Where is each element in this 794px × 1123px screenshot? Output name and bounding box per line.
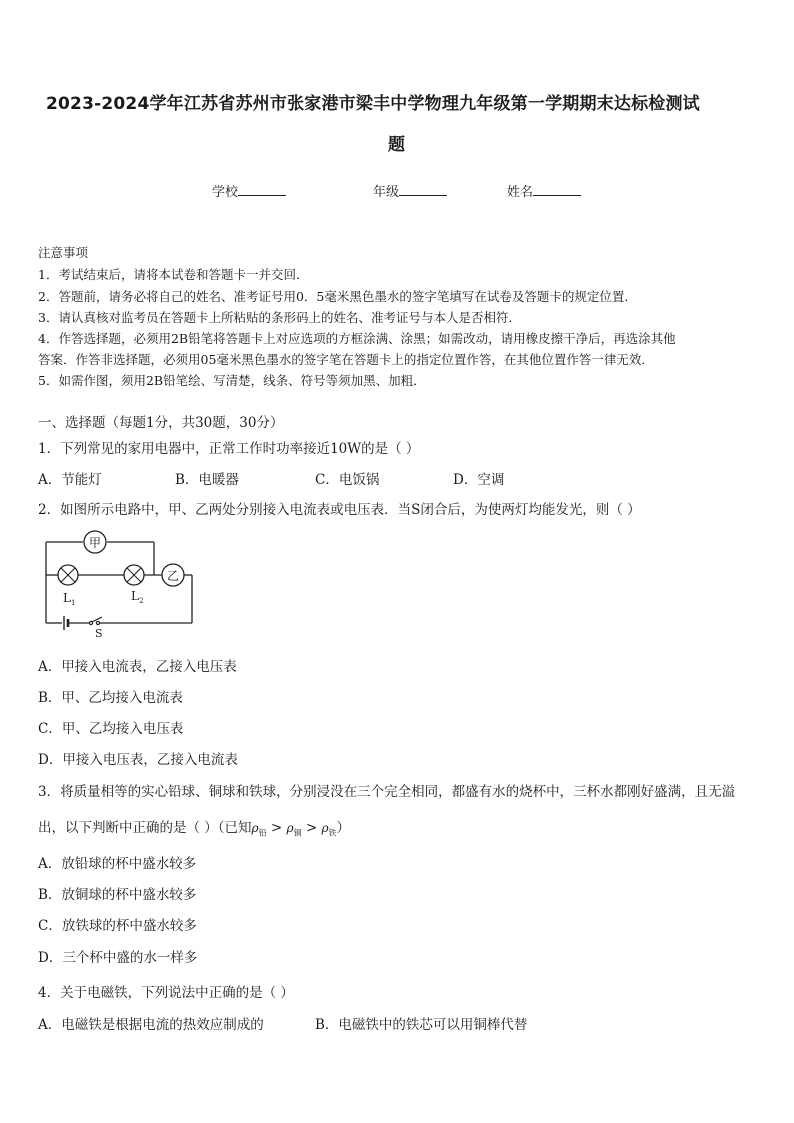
q1-option-a: A．节能灯	[38, 472, 102, 488]
lamp-l2	[124, 565, 144, 585]
gt-sign: >	[270, 820, 283, 836]
name-label: 姓名	[507, 185, 534, 200]
grade-blank	[399, 183, 447, 196]
gt-sign: >	[305, 820, 318, 836]
q2-option-b: B．甲、乙均接入电流表	[38, 690, 183, 706]
question-1-stem: 1．下列常见的家用电器中，正常工作时功率接近10W的是（ ）	[38, 441, 420, 457]
q2-option-c: C．甲、乙均接入电压表	[38, 721, 184, 737]
q2-option-d: D．甲接入电压表，乙接入电流表	[38, 752, 238, 768]
notice-heading: 注意事项	[38, 245, 89, 260]
lamp-l1	[58, 565, 78, 585]
notice-item: 答案．作答非选择题，必须用05毫米黑色墨水的签字笔在答题卡上的指定位置作答，在其他位置作答一律无效．	[38, 352, 654, 367]
meter-jia-label: 甲	[88, 536, 102, 550]
q3-stem-text: 出，以下判断中正确的是（ ）（已知	[38, 820, 252, 836]
q3-option-c: C．放铁球的杯中盛水较多	[38, 918, 197, 934]
school-label: 学校	[212, 185, 239, 200]
question-3-stem-line1: 3．将质量相等的实心铅球、铜球和铁球，分别浸没在三个完全相同，都盛有水的烧杯中，三杯水都刚好盛满，且无溢	[38, 784, 736, 800]
notice-item: 2．答题前，请务必将自己的姓名、准考证号用0．5毫米黑色墨水的签字笔填写在试卷及答题卡的规定位置．	[38, 289, 637, 304]
meter-yi	[162, 564, 184, 586]
q3-option-b: B．放铜球的杯中盛水较多	[38, 887, 197, 903]
label-s: S	[95, 627, 103, 640]
grade-field	[373, 181, 447, 200]
q1-option-b: B．电暖器	[175, 472, 239, 488]
notice-item: 1．考试结束后，请将本试卷和答题卡一并交回．	[38, 267, 309, 282]
circuit-diagram	[36, 528, 206, 640]
notice-item: 4．作答选择题，必须用2B铅笔将答题卡上对应选项的方框涂满、涂黑；如需改动，请用橡皮擦干净后，再选涂其他	[38, 331, 676, 346]
q1-option-d: D．空调	[453, 472, 505, 488]
question-2-stem: 2．如图所示电路中，甲、乙两处分别接入电流表或电压表．当S闭合后，为使两灯均能发光，则（ ）	[38, 502, 641, 518]
label-l2: $L_2$	[131, 589, 144, 605]
label-l1: $L_1$	[63, 591, 76, 607]
name-blank	[533, 183, 581, 196]
rho-lead: $\rho_铅$	[251, 821, 267, 838]
exam-title-line2: 题	[388, 135, 406, 155]
exam-title-line1: 2023-2024学年江苏省苏州市张家港市梁丰中学物理九年级第一学期期末达标检测试	[46, 94, 700, 114]
section-heading: 一、选择题（每题1分，共30题，30分）	[38, 415, 284, 431]
close-paren: ）	[336, 820, 351, 836]
q3-option-d: D．三个杯中盛的水一样多	[38, 950, 198, 966]
meter-jia	[84, 531, 106, 553]
q4-option-b: B．电磁铁中的铁芯可以用铜棒代替	[315, 1017, 528, 1033]
school-blank	[238, 183, 286, 196]
question-4-stem: 4．关于电磁铁，下列说法中正确的是（ ）	[38, 985, 294, 1001]
notice-item: 3．请认真核对监考员在答题卡上所粘贴的条形码上的姓名、准考证号与本人是否相符．	[38, 310, 521, 325]
rho-iron: $\rho_铁$	[321, 821, 337, 838]
q4-option-a: A．电磁铁是根据电流的热效应制成的	[38, 1017, 264, 1033]
switch-s	[89, 617, 102, 625]
school-field	[212, 181, 286, 200]
q2-option-a: A．甲接入电流表，乙接入电压表	[38, 659, 237, 675]
rho-copper: $\rho_铜$	[286, 821, 302, 838]
notice-item: 5．如需作图，须用2B铅笔绘、写清楚，线条、符号等须加黑、加粗．	[38, 373, 426, 388]
q3-option-a: A．放铅球的杯中盛水较多	[38, 856, 197, 872]
question-3-stem-line2	[38, 816, 350, 838]
grade-label: 年级	[373, 185, 400, 200]
name-field	[507, 181, 581, 200]
meter-yi-label: 乙	[166, 569, 180, 583]
q1-option-c: C．电饭锅	[315, 472, 380, 488]
